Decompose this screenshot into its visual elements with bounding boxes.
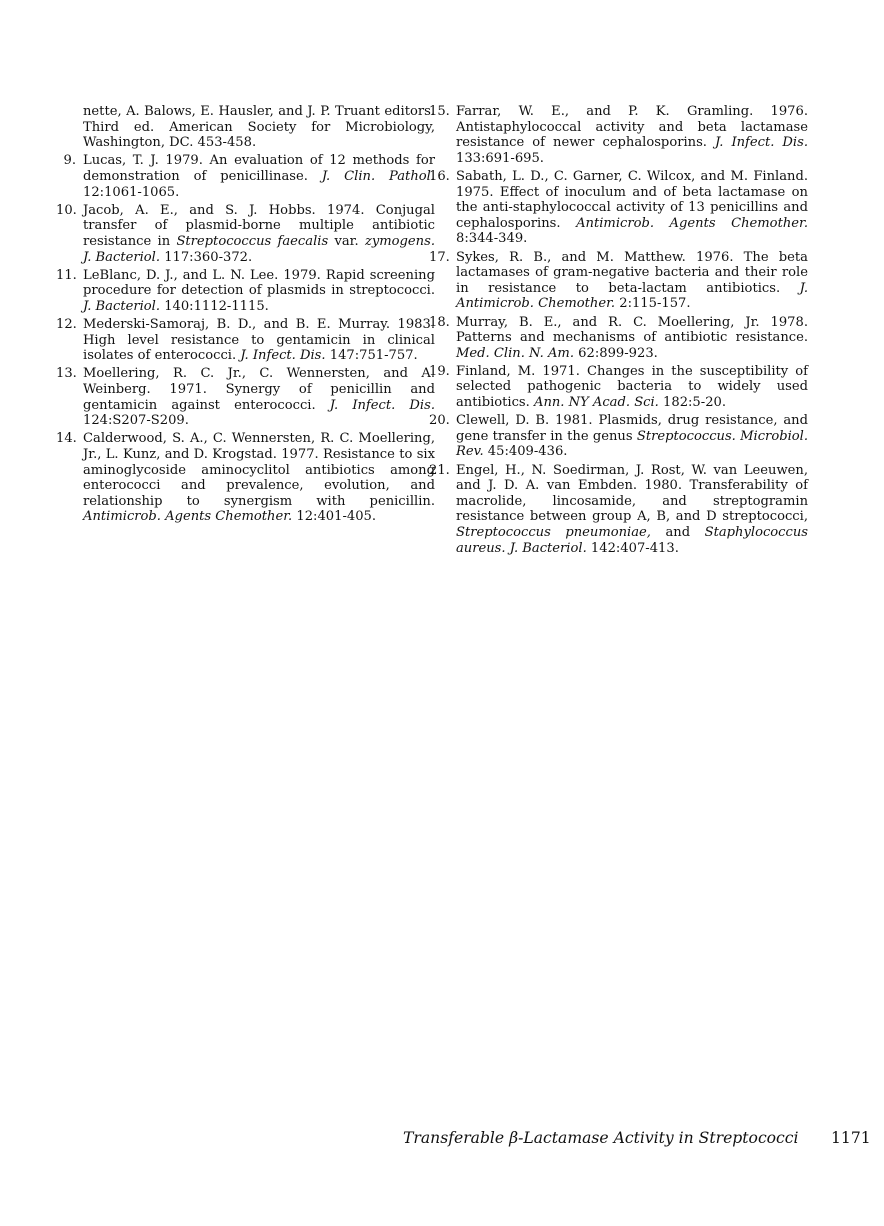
reference-number: 12. — [56, 317, 77, 333]
reference-18: 18. Murray, B. E., and R. C. Moellering, Jr. 1978. Patterns and mechanisms of antibiotic resistance. Med. Clin. N. Am. 62:899-923. — [429, 314, 808, 361]
page-footer — [403, 1128, 871, 1148]
page-number: 1171 — [831, 1129, 871, 1147]
reference-number: 18. — [429, 314, 450, 330]
reference-16: 16. Sabath, L. D., C. Garner, C. Wilcox, and M. Finland. 1975. Effect of inoculum and of beta lactamase on the anti-staphylococcal activity of 13 penicillins and cephalosporins. Antimicrob. Agents Chemother. 8:344-349. — [429, 168, 808, 247]
reference-9: 9. Lucas, T. J. 1979. An evaluation of 12 methods for demonstration of penicillinase. J. Clin. Pathol. 12:1061-1065. — [83, 153, 435, 200]
reference-15: 15. Farrar, W. E., and P. K. Gramling. 1976. Antistaphylococcal activity and beta lactamase resistance of newer cephalosporins. J. Infect. Dis. 133:691-695. — [429, 104, 808, 166]
reference-number: 20. — [429, 413, 450, 429]
reference-number: 21. — [429, 462, 450, 478]
reference-13: 13. Moellering, R. C. Jr., C. Wennersten, and A. Weinberg. 1971. Synergy of penicillin and gentamicin against enterococci. J. Infect. Dis. 124:S207-S209. — [56, 366, 435, 429]
reference-number: 10. — [56, 202, 77, 218]
reference-number: 19. — [429, 363, 450, 379]
reference-12: 12. Mederski-Samoraj, B. D., and B. E. Murray. 1983. High level resistance to gentamicin in clinical isolates of enterococci. J. Infect. Dis. 147:751-757. — [56, 317, 435, 364]
reference-number: 16. — [429, 168, 450, 184]
reference-21: 21. Engel, H., N. Soedirman, J. Rost, W. van Leeuwen, and J. D. A. van Embden. 1980. Transferability of macrolide, lincosamide, and streptogramin resistance between group A, B, and D streptococci, Streptococcus pneumoniae, and Staphylococcus aureus. J. Bacteriol. 142:407-413. — [429, 462, 808, 556]
reference-number: 13. — [56, 366, 77, 382]
right-column — [429, 104, 809, 559]
running-title: Transferable β-Lactamase Activity in Streptococci — [403, 1129, 799, 1147]
reference-19: 19. Finland, M. 1971. Changes in the susceptibility of selected pathogenic bacteria to widely used antibiotics. Ann. NY Acad. Sci. 182:5-20. — [429, 363, 808, 411]
reference-20: 20. Clewell, D. B. 1981. Plasmids, drug resistance, and gene transfer in the genus Streptococcus. Microbiol. Rev. 45:409-436. — [429, 413, 808, 460]
reference-number: 14. — [56, 431, 77, 447]
reference-17: 17. Sykes, R. B., and M. Matthew. 1976. The beta lactamases of gram-negative bacteria and their role in resistance to beta-lactam antibiotics. J. Antimicrob. Chemother. 2:115-157. — [429, 249, 809, 312]
left-column — [56, 104, 435, 528]
reference-continuation: nette, A. Balows, E. Hausler, and J. P. Truant editors. Third ed. American Society for Microbiology, Washington, DC. 453-458. — [83, 104, 435, 151]
reference-number: 9. — [63, 153, 76, 169]
reference-14: 14. Calderwood, S. A., C. Wennersten, R. C. Moellering, Jr., L. Kunz, and D. Krogstad. 1977. Resistance to six aminoglycoside aminocyclitol antibiotics among enterococci and prevalence, evolution, and relationship to synergism with penicillin. Antimicrob. Agents Chemother. 12:401-405. — [56, 431, 435, 525]
reference-number: 11. — [56, 267, 77, 283]
reference-11: 11. LeBlanc, D. J., and L. N. Lee. 1979. Rapid screening procedure for detection of plasmids in streptococci. J. Bacteriol. 140:1112-1115. — [56, 267, 435, 314]
reference-number: 17. — [429, 249, 450, 265]
reference-number: 15. — [429, 104, 450, 119]
reference-10: 10. Jacob, A. E., and S. J. Hobbs. 1974. Conjugal transfer of plasmid-borne multiple antibiotic resistance in Streptococcus faecalis var. zymogens. J. Bacteriol. 117:360-372. — [56, 202, 435, 265]
